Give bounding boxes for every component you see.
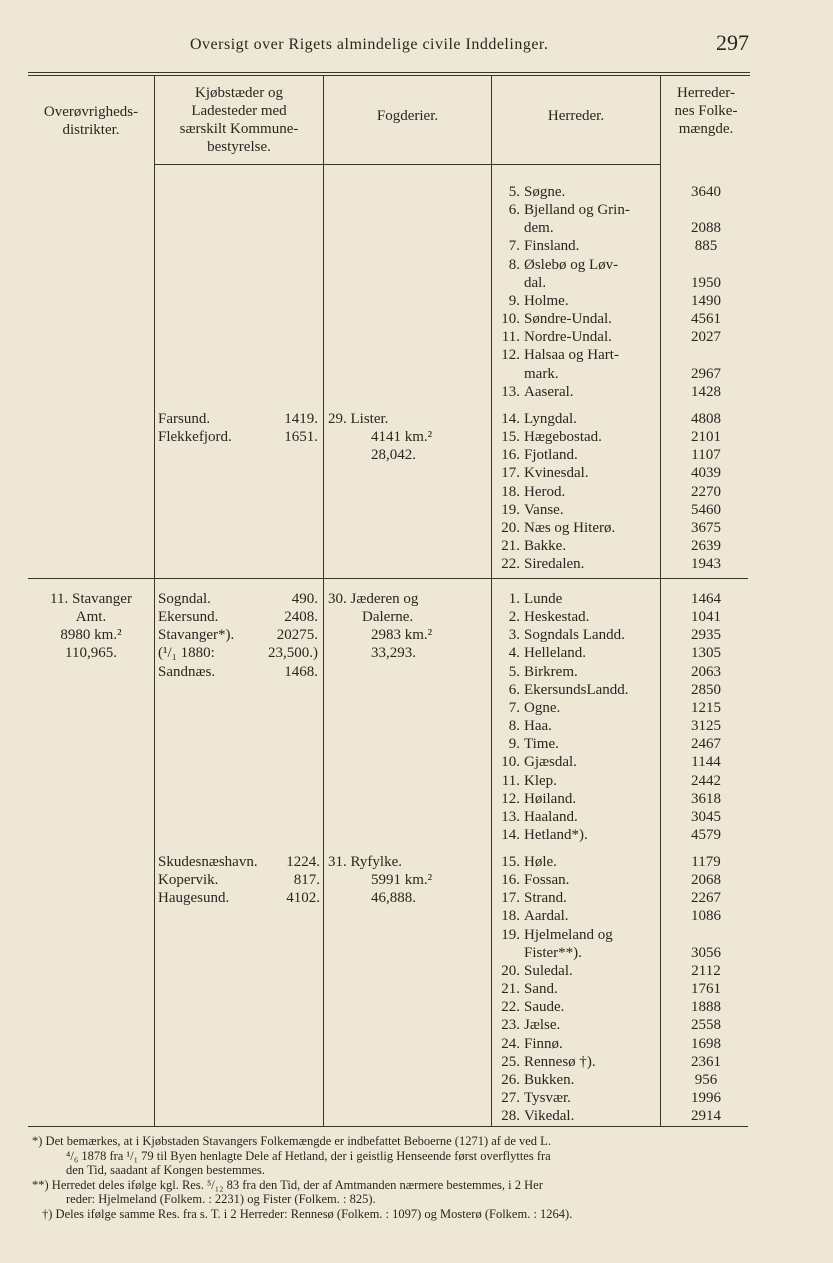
herred-row: 15. Høle. <box>501 854 557 870</box>
block3-kjobstaeder <box>158 590 318 681</box>
vrule-2 <box>323 76 324 1126</box>
footnote-line: ⁴/₆ 1878 fra ¹/₁ 79 til Byen henlagte Dele af Hetland, der i geistlig Henseende først overflyttes fra <box>66 1148 551 1163</box>
rule-section <box>28 578 748 579</box>
block4-kjobstaeder <box>158 853 320 907</box>
herred-row: 7. Finsland. <box>508 238 580 255</box>
herred-row: 16. Fjotland. <box>501 447 578 464</box>
herred-row: 3. Sogndals Landd. <box>508 627 625 644</box>
header-fogderier: Fogderier. <box>376 108 439 124</box>
kjobstad-row: Flekkefjord. 1651. <box>158 429 318 446</box>
herred-row: 6. Bjelland og Grin- <box>508 202 630 219</box>
herred-row: 18. Herod. <box>501 483 566 500</box>
herred-row: 12. Halsaa og Hart- <box>501 347 619 364</box>
kjobstad-row: (¹/₁ 1880: 23,500.) <box>158 645 318 662</box>
herred-row: 24. Finnø. <box>501 1035 563 1052</box>
herred-row: 11. Nordre-Undal. <box>501 329 612 346</box>
block4-population: 1179 2068 2267 1086 3056 2112 1761 1888 2558 1698 2361 956 1996 2914 <box>691 854 721 1125</box>
herred-row: 9. Holme. <box>508 292 569 309</box>
herred-row: 11. Klep. <box>501 772 557 789</box>
kjobstad-row: Sogndal. 490. <box>158 591 318 607</box>
block1-population: 3640 2088 885 1950 1490 4561 2027 2967 1428 <box>691 184 721 400</box>
herred-row: 25. Rennesø †). <box>501 1053 596 1070</box>
kjobstad-row: Kopervik. 817. <box>158 872 320 889</box>
herred-row: 8. Øslebø og Løv- <box>508 256 619 273</box>
herred-row: 5. Søgne. <box>508 184 566 200</box>
block3-population: 1464 1041 2935 1305 2063 2850 1215 3125 2467 1144 2442 3618 3045 4579 <box>691 591 721 844</box>
kjobstad-row: Farsund. 1419. <box>158 411 318 427</box>
herred-row: 4. Helleland. <box>508 645 587 662</box>
herred-row: 14. Lyngdal. <box>501 411 577 427</box>
herred-row: 17. Strand. <box>501 890 567 907</box>
kjobstad-row: Skudesnæshavn. 1224. <box>158 854 320 870</box>
herred-row: 13. Haaland. <box>501 808 578 825</box>
herred-row: 1. Lunde <box>508 591 563 607</box>
herred-row: 5. Birkrem. <box>508 663 578 680</box>
rule-header-bottom <box>155 164 660 165</box>
vrule-3 <box>491 76 492 1126</box>
footnotes <box>32 1134 762 1221</box>
herred-row: 7. Ogne. <box>508 699 561 716</box>
page-number: 297 <box>716 30 749 55</box>
herred-row: 13. Aaseral. <box>501 383 574 400</box>
rule-table-end <box>28 1126 748 1127</box>
herred-row: 26. Bukken. <box>501 1071 575 1088</box>
block1-herreder <box>494 183 660 401</box>
herred-row: 22. Saude. <box>501 999 565 1016</box>
herred-row: 10. Gjæsdal. <box>501 754 577 771</box>
herred-row: 10. Søndre-Undal. <box>501 311 612 328</box>
herred-row: 21. Bakke. <box>501 538 567 555</box>
block4-herreder <box>494 853 660 1125</box>
herred-row: 17. Kvinesdal. <box>501 465 589 482</box>
herred-row: dal. <box>524 274 547 291</box>
herred-row: 12. Høiland. <box>501 790 577 807</box>
kjobstad-row: Sandnæs. 1468. <box>158 663 318 680</box>
herred-row: 18. Aardal. <box>501 908 569 925</box>
vrule-1 <box>154 76 155 1126</box>
footnote-line: **) Herredet deles ifølge kgl. Res. ⁵/₁₂ 83 fra den Tid, der af Amtmanden nærmere bestemmes, i 2 Her <box>32 1177 543 1192</box>
header-overovrighedsdistrikter: Overøvrigheds- distrikter. <box>43 104 139 138</box>
footnote-line: reder: Hjelmeland (Folkem. : 2231) og Fister (Folkem. : 825). <box>66 1192 376 1206</box>
header-kjobstaeder: Kjøbstæder og Ladesteder med særskilt Kommune- bestyrelse. <box>179 85 299 155</box>
rule-top <box>28 72 750 73</box>
herred-row: 21. Sand. <box>501 981 558 998</box>
herred-row: 15. Hægebostad. <box>501 429 602 446</box>
herred-row: 6. EkersundsLandd. <box>508 681 629 698</box>
kjobstad-row: Stavanger*). 20275. <box>158 627 318 644</box>
block3-distrikt: 11. Stavanger Amt. 8980 km.² 110,965. <box>50 591 132 662</box>
running-title: Oversigt over Rigets almindelige civile Inddelinger. <box>190 36 549 53</box>
kjobstad-row: Haugesund. 4102. <box>158 890 320 907</box>
herred-row: 19. Hjelmeland og <box>501 926 613 943</box>
block2-fogderi: 29. Lister. 4141 km.² 28,042. <box>328 411 433 464</box>
block3-herreder <box>494 590 660 844</box>
herred-row: 20. Næs og Hiterø. <box>501 519 616 536</box>
rule-top-2 <box>28 75 750 76</box>
block3-fogderi: 30. Jæderen og Dalerne. 2983 km.² 33,293. <box>328 591 433 662</box>
block2-herreder <box>494 410 660 573</box>
herred-row: 23. Jælse. <box>501 1017 561 1034</box>
herred-row: 19. Vanse. <box>501 501 564 518</box>
footnote-line: den Tid, saadant af Kongen bestemmes. <box>66 1163 265 1177</box>
herred-row: 20. Suledal. <box>501 962 573 979</box>
herred-row: 14. Hetland*). <box>501 827 588 844</box>
herred-row: 2. Heskestad. <box>508 609 590 626</box>
herred-row: Fister**). <box>524 944 582 961</box>
header-herreder: Herreder. <box>547 108 605 124</box>
footnote-line: †) Deles ifølge samme Res. fra s. T. i 2 Herreder: Rennesø (Folkem. : 1097) og Mosterø (Folkem. : 1264). <box>42 1206 573 1221</box>
block4-fogderi: 31. Ryfylke. 5991 km.² 46,888. <box>328 854 433 907</box>
block2-kjobstaeder <box>158 410 318 446</box>
herred-row: 27. Tysvær. <box>501 1090 571 1107</box>
herred-row: 22. Siredalen. <box>501 556 585 573</box>
herred-row: 28. Vikedal. <box>501 1108 575 1125</box>
herred-row: dem. <box>524 220 554 237</box>
herred-row: 8. Haa. <box>508 718 552 735</box>
herred-row: mark. <box>524 365 559 382</box>
header-folkemaengde: Herreder- nes Folke- mængde. <box>674 85 738 137</box>
herred-row: 16. Fossan. <box>501 872 570 889</box>
herred-row: 9. Time. <box>508 736 559 753</box>
footnote-line: *) Det bemærkes, at i Kjøbstaden Stavangers Folkemængde er indbefattet Beboerne (1271) af de ved L. <box>32 1134 551 1148</box>
block2-population: 4808 2101 1107 4039 2270 5460 3675 2639 1943 <box>691 411 721 573</box>
kjobstad-row: Ekersund. 2408. <box>158 609 318 626</box>
